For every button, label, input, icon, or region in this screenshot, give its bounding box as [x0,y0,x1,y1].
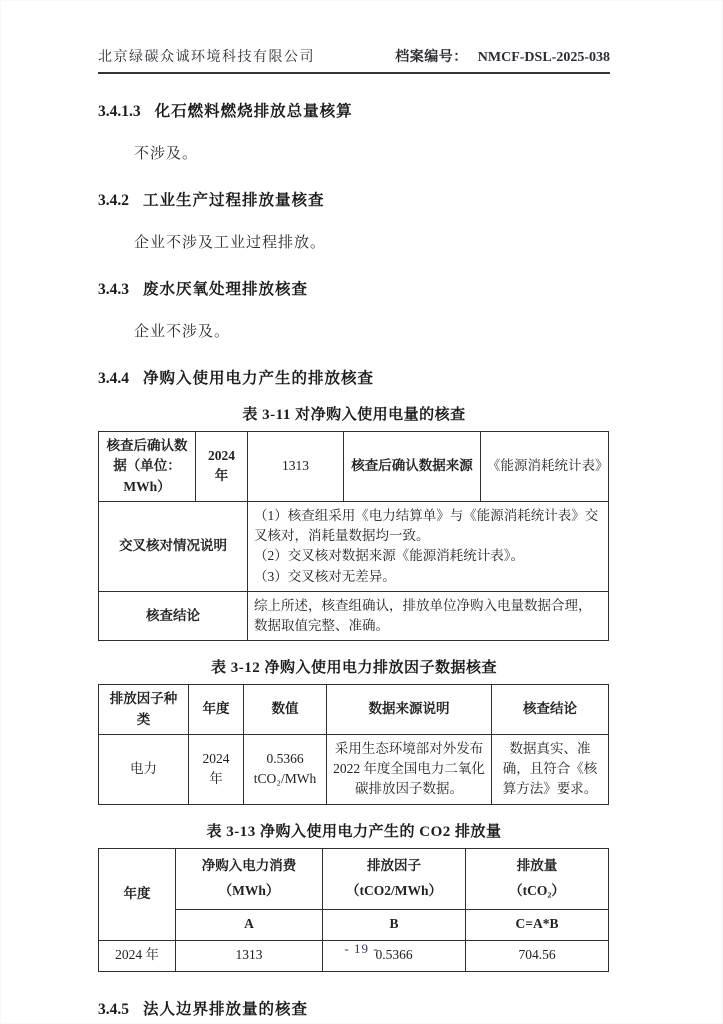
section-title: 法人边界排放量的核查 [143,1000,309,1018]
source-cell: 采用生态环境部对外发布 2022 年度全国电力二氧化碳排放因子数据。 [327,734,492,804]
value-number: 0.5366 [266,750,304,766]
data-source-label-cell: 核查后确认数据来源 [344,432,481,502]
table-3-11-title: 表 3-11 对净购入使用电量的核查 [242,407,466,423]
section-body-3-4-2: 企业不涉及工业过程排放。 [134,235,327,251]
section-body-3-4-1-3: 不涉及。 [134,146,199,162]
confirmed-value-cell: 1313 [248,432,344,502]
header-consumption [176,848,323,909]
emission-cell: 704.56 [466,940,609,971]
header-consumption-line2: （MWh） [218,882,280,898]
section-title: 净购入使用电力产生的排放核查 [143,370,375,387]
data-source-value-cell: 《能源消耗统计表》 [481,432,609,502]
section-heading-3-4-5 [98,997,610,1019]
table-3-12 [98,684,609,804]
header-year: 年度 [189,685,244,735]
page-header [98,46,610,74]
section-heading-3-4-2 [98,188,610,210]
factor-type-cell: 电力 [99,734,189,804]
cross-check-line-2: （2）交叉核对数据来源《能源消耗统计表》。 [254,548,524,564]
year-cell: 2024 年 [196,432,248,502]
header-emission-line2: （tCO₂） [509,882,565,898]
section-title: 化石燃料燃烧排放总量核算 [154,103,353,120]
cross-check-label-cell: 交叉核对情况说明 [99,501,248,591]
table-row [99,591,609,641]
conclusion-cell: 数据真实、准确，且符合《核算方法》要求。 [492,734,609,804]
table-row [99,432,609,502]
section-heading-3-4-4 [98,366,610,388]
header-archive-number [395,46,610,66]
section-title: 工业生产过程排放量核查 [143,192,325,209]
section-number: 3.4.2 [98,192,129,209]
section-heading-3-4-3 [98,277,610,299]
table-subheader-row [99,909,609,940]
table-3-13-title: 表 3-13 净购入使用电力产生的 CO2 排放量 [206,823,502,840]
archive-value: NMCF-DSL-2025-038 [477,50,610,65]
header-emission [466,848,609,909]
confirmed-data-label-cell: 核查后确认数据（单位：MWh） [99,432,196,502]
value-unit: tCO₂/MWh [253,771,317,787]
header-conclusion: 核查结论 [492,685,609,735]
year-cell: 2024 年 [189,734,244,804]
header-consumption-line1: 净购入电力消费 [201,858,297,874]
header-emission-line1: 排放量 [516,858,558,874]
year-cell: 2024 年 [99,940,176,971]
section-body-3-4-3: 企业不涉及。 [134,324,231,340]
header-source: 数据来源说明 [327,685,492,735]
cross-check-content-cell [248,501,609,591]
table-3-11 [98,431,609,641]
header-company-name: 北京绿碳众诚环境科技有限公司 [98,50,315,65]
consumption-cell: 1313 [176,940,323,971]
table-3-12-title: 表 3-12 净购入使用电力排放因子数据核查 [211,660,497,677]
cross-check-line-1: （1）核查组采用《电力结算单》与《能源消耗统计表》交叉核对，消耗量数据均一致。 [254,507,599,543]
header-value: 数值 [244,685,327,735]
section-number: 3.4.3 [98,281,129,298]
conclusion-label-cell: 核查结论 [99,591,248,641]
table-header-row [99,685,609,735]
section-number: 3.4.5 [98,1000,129,1018]
page-content [98,46,610,1019]
section-number: 3.4.4 [98,370,129,387]
section-heading-3-4-1-3 [98,99,610,121]
table-row [99,501,609,591]
conclusion-content-cell: 综上所述，核查组确认，排放单位净购入电量数据合理，数据取值完整、准确。 [248,591,609,641]
subheader-a: A [176,909,323,940]
subheader-c: C=A*B [466,909,609,940]
header-year: 年度 [99,848,176,940]
subheader-b: B [323,909,466,940]
section-title: 废水厌氧处理排放核查 [143,281,309,298]
factor-cell: 0.5366 [323,940,466,971]
section-number: 3.4.1.3 [98,103,141,120]
header-factor-line2: （tCO2/MWh） [346,882,442,898]
page-number: - 19 - [344,941,379,956]
table-header-row [99,848,609,909]
header-factor-line1: 排放因子 [367,858,421,874]
header-factor-type: 排放因子种类 [99,685,189,735]
value-cell [244,734,327,804]
archive-label: 档案编号： [395,50,468,65]
cross-check-line-3: （3）交叉核对无差异。 [254,568,396,584]
table-row [99,734,609,804]
header-factor [323,848,466,909]
